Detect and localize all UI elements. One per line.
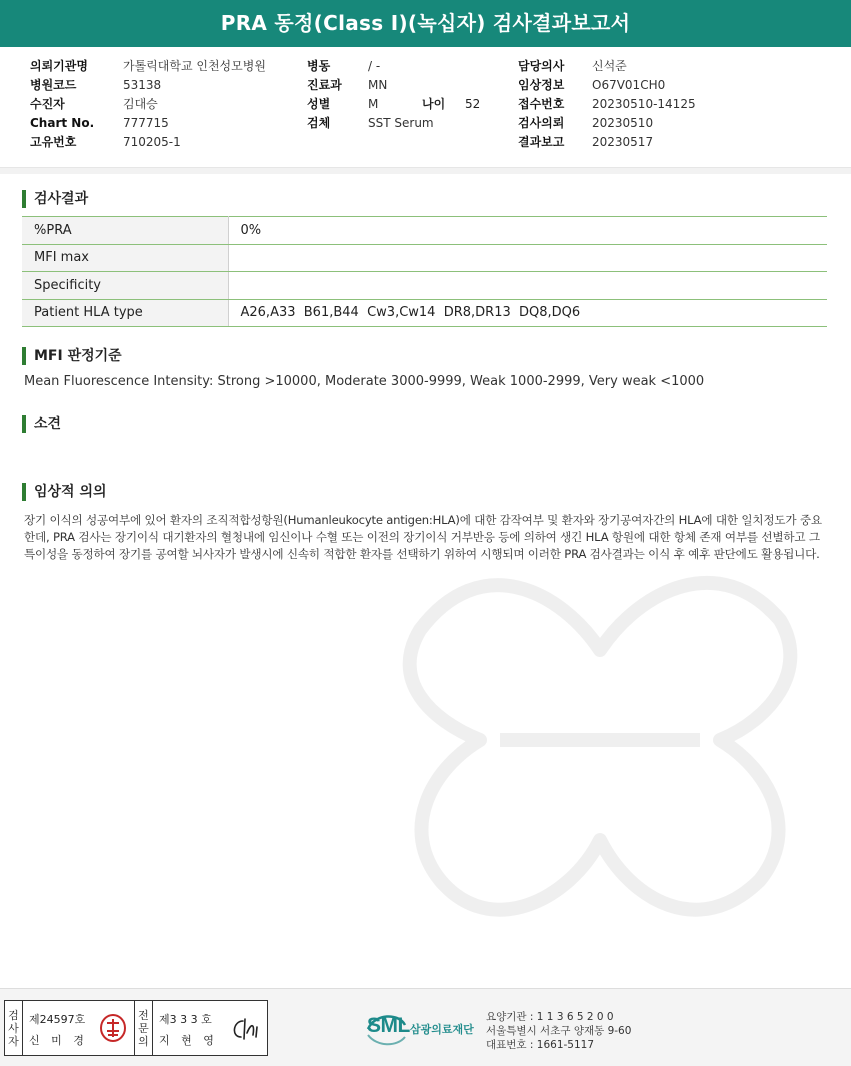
info-value: 710205-1 [123,135,181,149]
info-value: MN [368,78,388,92]
info-value: 20230510 [592,116,654,130]
info-value: 777715 [123,116,169,130]
info-label: 임상정보 [518,78,565,92]
result-key: Specificity [22,272,228,300]
info-column-2 [307,57,507,133]
organization-address: 서울특별시 서초구 양재동 9-60 [486,1025,632,1037]
info-value: 20230510-14125 [592,97,696,111]
info-label: 결과보고 [518,135,565,149]
info-label: 고유번호 [30,135,77,149]
result-value: 0% [228,217,827,245]
info-value: SST Serum [368,116,434,130]
info-value: / - [368,59,381,73]
info-column-3 [518,57,838,152]
result-value: A26,A33 B61,B44 Cw3,Cw14 DR8,DR13 DQ8,DQ6 [228,299,827,327]
info-row [307,114,507,133]
info-label: 접수번호 [518,97,565,111]
table-row [22,244,827,272]
info-value: 가톨릭대학교 인천성모병원 [123,59,266,73]
specialist-label: 전 문 의 [135,1001,153,1055]
sml-logo-text: SML [367,1014,410,1037]
info-row [307,95,507,114]
info-label: 검사의뢰 [518,116,565,130]
inspector-name: 신 미 경 [29,1034,88,1047]
organization-phone: 대표번호 : 1661-5117 [486,1039,595,1051]
results-table [22,216,827,327]
seal-stamp-icon [99,1013,127,1043]
info-value: 김대승 [123,97,158,111]
inspector-cell [23,1001,135,1055]
info-label: 담당의사 [518,59,565,73]
table-row [22,217,827,245]
specialist-cell [153,1001,267,1055]
age-label: 나이 [422,97,446,111]
info-row [518,114,838,133]
clinical-section-title: 임상적 의의 [22,483,107,501]
info-value: M [368,97,379,111]
info-row [518,133,838,152]
footer-divider [0,988,851,989]
specialist-license: 제3 3 3 호 [159,1013,212,1026]
report-title: PRA 동정(Class I)(녹십자) 검사결과보고서 [0,0,851,47]
info-row [30,76,310,95]
patient-info-header [0,48,851,168]
info-row [518,95,838,114]
header-divider [0,168,851,174]
info-value: 20230517 [592,135,654,149]
info-row [307,57,507,76]
age-value: 52 [465,97,481,111]
signature-icon [229,1015,265,1043]
inspector-license: 제24597호 [29,1013,86,1026]
info-label: Chart No. [30,116,95,130]
result-key: MFI max [22,244,228,272]
table-row [22,299,827,327]
info-row [30,95,310,114]
info-label: 병동 [307,59,331,73]
info-row [518,76,838,95]
organization-code: 요양기관 : 1 1 3 6 5 2 0 0 [486,1011,614,1023]
clinical-significance-text: 장기 이식의 성공여부에 있어 환자의 조직적합성항원(Humanleukocyte antigen:HLA)에 대한 감작여부 및 환자와 장기공여자간의 HLA에 대한 일치정도가 중요한데, PRA 검사는 장기이식 대기환자의 혈청내에 임신이나 수혈 또는 이전의 장기이식 거부반응 등에 의하여 생긴 HLA 항원에 대한 항체 존재 여부를 선별하고 그 특이성을 동정하여 장기를 공여할 뇌사자가 발생시에 신속히 적합한 환자를 선택하기 위하여 시행되며 이러한 PRA 검사결과는 이식 후 예후 판단에도 활용됩니다. [24,513,822,561]
results-section-title: 검사결과 [22,190,88,208]
result-key: Patient HLA type [22,299,228,327]
info-row [518,57,838,76]
info-label: 진료과 [307,78,342,92]
organization-info [486,1010,631,1052]
result-value [228,244,827,272]
signature-box [4,1000,268,1056]
info-value: 53138 [123,78,162,92]
mfi-criteria-text: Mean Fluorescence Intensity: Strong >10000, Moderate 3000-9999, Weak 1000-2999, Very weak <1000 [24,374,705,389]
organization-name: 삼광의료재단 [410,1023,474,1036]
info-value: 신석준 [592,59,627,73]
info-label: 의뢰기관명 [30,59,88,73]
result-value [228,272,827,300]
opinion-section-title: 소견 [22,415,61,433]
info-label: 검체 [307,116,331,130]
info-value: O67V01CH0 [592,78,666,92]
mfi-section-title: MFI 판정기준 [22,347,122,365]
info-row [30,114,310,133]
table-row [22,272,827,300]
result-key: %PRA [22,217,228,245]
info-label: 성별 [307,97,331,111]
specialist-name: 지 현 영 [159,1034,218,1047]
info-column-1 [30,57,310,152]
info-label: 병원코드 [30,78,77,92]
info-label: 수진자 [30,97,65,111]
info-row [30,133,310,152]
info-row [30,57,310,76]
info-row [307,76,507,95]
inspector-label: 검 사 자 [5,1001,23,1055]
